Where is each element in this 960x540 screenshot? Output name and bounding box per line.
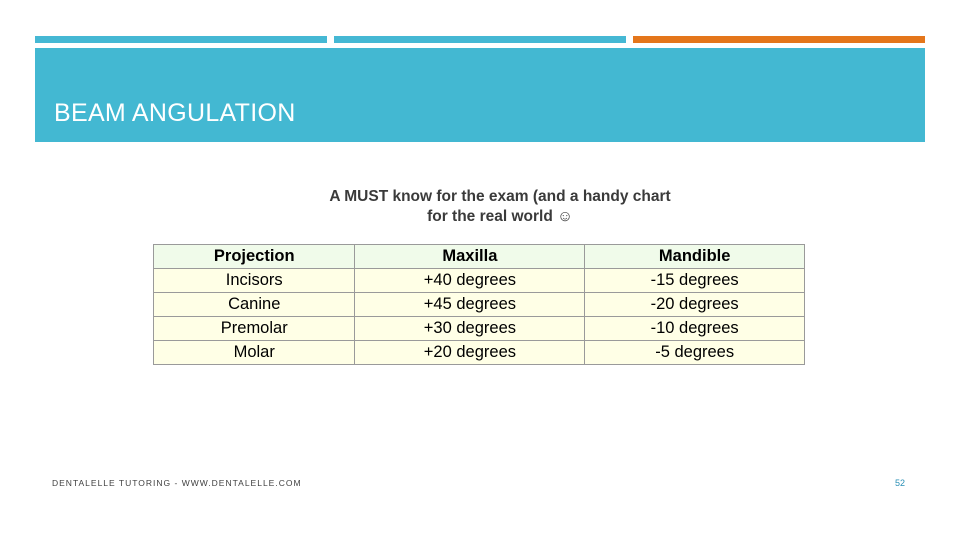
title-band: [35, 48, 925, 142]
cell-mandible: -10 degrees: [585, 317, 805, 341]
top-accent-bar-right: [633, 36, 925, 43]
cell-maxilla: +20 degrees: [355, 341, 585, 365]
cell-mandible: -20 degrees: [585, 293, 805, 317]
footer-text: DENTALELLE TUTORING - WWW.DENTALELLE.COM: [52, 478, 302, 488]
cell-mandible: -15 degrees: [585, 269, 805, 293]
cell-maxilla: +40 degrees: [355, 269, 585, 293]
cell-mandible: -5 degrees: [585, 341, 805, 365]
cell-projection: Premolar: [154, 317, 355, 341]
cell-maxilla: +45 degrees: [355, 293, 585, 317]
slide-subtitle: [260, 187, 740, 227]
header-maxilla: Maxilla: [355, 245, 585, 269]
cell-maxilla: +30 degrees: [355, 317, 585, 341]
table-header-row: [154, 245, 805, 269]
table-row: [154, 317, 805, 341]
top-accent-bar-middle: [334, 36, 626, 43]
page-number: 52: [895, 478, 906, 488]
subtitle-line-2: for the real world ☺: [427, 208, 573, 225]
slide-title: BEAM ANGULATION: [54, 99, 296, 127]
cell-projection: Incisors: [154, 269, 355, 293]
top-accent-bar-left: [35, 36, 327, 43]
cell-projection: Canine: [154, 293, 355, 317]
table-row: [154, 341, 805, 365]
table-row: [154, 269, 805, 293]
header-mandible: Mandible: [585, 245, 805, 269]
table-row: [154, 293, 805, 317]
subtitle-line-1: A MUST know for the exam (and a handy chart: [329, 188, 671, 205]
beam-angulation-table: [153, 244, 805, 365]
cell-projection: Molar: [154, 341, 355, 365]
header-projection: Projection: [154, 245, 355, 269]
